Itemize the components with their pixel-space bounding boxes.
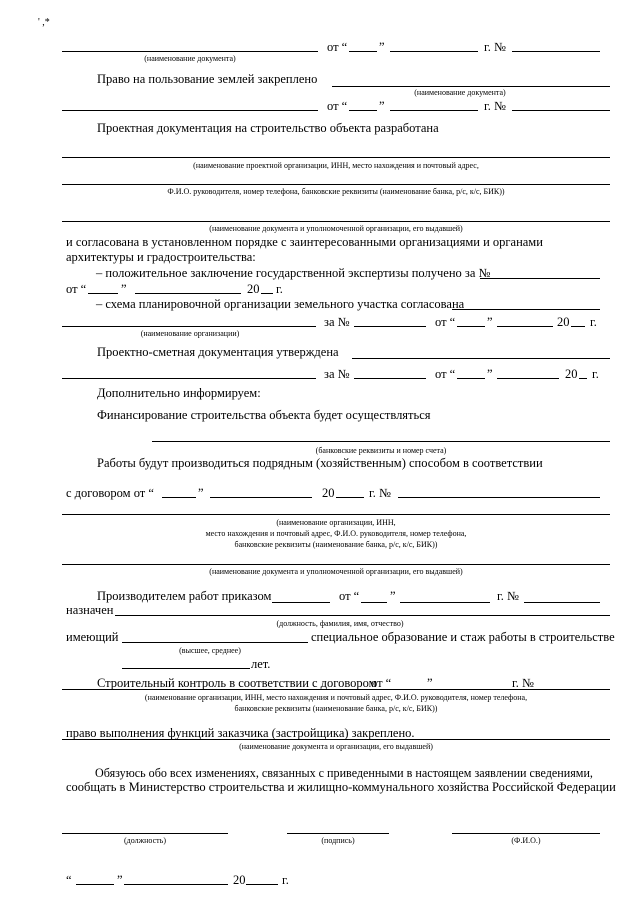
year-label: г. (592, 367, 599, 381)
org-line[interactable] (62, 326, 316, 327)
caption: банковские реквизиты (наименование банка, р/с, к/с, БИК)) (234, 704, 438, 713)
date-line[interactable] (400, 602, 490, 603)
agreement-text: архитектуры и градостроительства: (66, 250, 256, 264)
year-prefix: 20 (247, 282, 260, 296)
date-from-label: от “ (66, 282, 87, 296)
day-line[interactable] (349, 51, 377, 52)
year-label: г. (590, 315, 597, 329)
number-line[interactable] (512, 51, 600, 52)
caption: (наименование документа и организации, его выдавшей) (239, 742, 433, 751)
having-label: имеющий (66, 630, 119, 644)
year-prefix: 20 (322, 486, 335, 500)
date-from-label: от “ (371, 676, 392, 690)
number-label: за № (324, 367, 350, 381)
date-line[interactable] (390, 51, 478, 52)
caption: (наименование документа и уполномоченной организации, его выдавшей) (209, 567, 463, 576)
foreman-name-line[interactable] (115, 615, 610, 616)
quote: ” (198, 486, 204, 500)
project-doc-label: Проектная документация на строительство объекта разработана (97, 121, 439, 135)
contractor-doc-line[interactable] (62, 564, 610, 565)
land-doc-line[interactable] (332, 86, 610, 87)
estimate-line[interactable] (352, 358, 610, 359)
date-from-label: от “ (435, 367, 456, 381)
customer-doc-line[interactable] (62, 739, 610, 740)
works-method-label: Работы будут производиться подрядным (хозяйственным) способом в соответствии (97, 456, 543, 470)
date-line[interactable] (135, 293, 241, 294)
years-line[interactable] (122, 668, 250, 669)
day-line[interactable] (349, 110, 377, 111)
bank-details-line[interactable] (152, 441, 610, 442)
caption: (наименование документа и уполномоченной организации, его выдавшей) (209, 224, 463, 233)
education-line[interactable] (122, 642, 308, 643)
caption: (наименование организации, ИНН, место нахождения и почтовый адрес, Ф.И.О. руководителя, номер телефона, (144, 693, 528, 702)
estimate-label: Проектно-сметная документация утверждена (97, 345, 339, 359)
caption: (наименование проектной организации, ИНН, место нахождения и почтовый адрес, (193, 161, 479, 170)
order-line[interactable] (272, 602, 330, 603)
customer-rights-label: право выполнения функций заказчика (застройщика) закреплено. (66, 726, 415, 740)
land-doc-line-2[interactable] (62, 110, 318, 111)
years-label: лет. (251, 657, 271, 671)
quote: ” (121, 282, 127, 296)
position-caption: (должность) (124, 836, 166, 845)
doc-name-line[interactable] (62, 51, 318, 52)
quote: ” (427, 676, 433, 690)
obligation-text: сообщать в Министерство строительства и жилищно-коммунального хозяйства Российской Федерации (66, 780, 616, 794)
financing-label: Финансирование строительства объекта будет осуществляться (97, 408, 431, 422)
project-org-line-2[interactable] (62, 184, 610, 185)
scheme-label: – схема планировочной организации земельного участка согласована (96, 297, 465, 311)
day-line[interactable] (457, 326, 485, 327)
construction-control-label: Строительный контроль в соответствии с договором (97, 676, 377, 690)
year-line[interactable] (571, 326, 585, 327)
caption: (банковские реквизиты и номер счета) (315, 446, 447, 455)
day-line[interactable] (361, 602, 387, 603)
project-doc-line[interactable] (62, 221, 610, 222)
year-prefix: 20 (565, 367, 578, 381)
number-line[interactable] (524, 602, 600, 603)
date-from-label: от “ (327, 40, 348, 54)
caption: банковские реквизиты (наименование банка, р/с, к/с, БИК)) (234, 540, 438, 549)
quote: ” (487, 315, 493, 329)
signature-line[interactable] (287, 833, 389, 834)
expertise-label: – положительное заключение государственной экспертизы получено за № (96, 266, 491, 280)
full-name-caption: (Ф.И.О.) (511, 836, 541, 845)
foreman-label: Производителем работ приказом (97, 589, 272, 603)
contractor-line[interactable] (62, 514, 610, 515)
expertise-number-line[interactable] (480, 278, 600, 279)
year-line[interactable] (261, 293, 273, 294)
number-label: г. № (512, 676, 534, 690)
caption: (наименование документа) (414, 88, 506, 97)
caption: (наименование документа) (144, 54, 236, 63)
caption: (наименование организации) (140, 329, 240, 338)
experience-label: специальное образование и стаж работы в строительстве (311, 630, 615, 644)
estimate-doc-line[interactable] (62, 378, 316, 379)
additional-info-label: Дополнительно информируем: (97, 386, 261, 400)
quote: ” (379, 40, 385, 54)
signature-caption: (подпись) (321, 836, 355, 845)
quote: ” (487, 367, 493, 381)
date-from-label: от “ (327, 99, 348, 113)
date-from-label: от “ (435, 315, 456, 329)
year-prefix: 20 (233, 873, 246, 887)
day-line[interactable] (162, 497, 196, 498)
year-line[interactable] (246, 884, 278, 885)
date-line[interactable] (124, 884, 228, 885)
date-line[interactable] (390, 110, 478, 111)
quote: ” (390, 589, 396, 603)
year-label: г. (282, 873, 289, 887)
obligation-text: Обязуюсь обо всех изменениях, связанных с приведенными в настоящем заявлении сведениями, (95, 766, 593, 780)
date-line[interactable] (497, 378, 559, 379)
position-line[interactable] (62, 833, 228, 834)
project-org-line[interactable] (62, 157, 610, 158)
scheme-line[interactable] (452, 309, 600, 310)
control-line[interactable] (62, 689, 610, 690)
caption: Ф.И.О. руководителя, номер телефона, банковские реквизиты (наименование банка, р/с, к/с, БИК)) (167, 187, 505, 196)
date-line[interactable] (497, 326, 553, 327)
quote: ” (379, 99, 385, 113)
contract-from-label: с договором от “ (66, 486, 154, 500)
date-line[interactable] (210, 497, 312, 498)
quote: ” (117, 873, 123, 887)
number-label: г. № (484, 99, 506, 113)
number-line[interactable] (354, 378, 426, 379)
appointed-label: назначен (66, 603, 114, 617)
number-label: г. № (484, 40, 506, 54)
land-right-label: Право на пользование землей закреплено (97, 72, 318, 86)
number-line[interactable] (512, 110, 610, 111)
number-label: за № (324, 315, 350, 329)
contract-number-line[interactable] (398, 497, 600, 498)
day-line[interactable] (76, 884, 114, 885)
full-name-line[interactable] (452, 833, 600, 834)
year-line[interactable] (579, 378, 587, 379)
number-label: г. № (497, 589, 519, 603)
caption: место нахождения и почтовый адрес, Ф.И.О. руководителя, номер телефона, (205, 529, 467, 538)
caption: (должность, фамилия, имя, отчество) (276, 619, 404, 628)
year-prefix: 20 (557, 315, 570, 329)
caption: (наименование организации, ИНН, (276, 518, 396, 527)
number-line[interactable] (354, 326, 426, 327)
quote: “ (66, 873, 72, 887)
date-from-label: от “ (339, 589, 360, 603)
day-line[interactable] (457, 378, 485, 379)
day-line[interactable] (88, 293, 118, 294)
caption: (высшее, среднее) (179, 646, 241, 655)
number-label: г. № (369, 486, 391, 500)
agreement-text: и согласована в установленном порядке с заинтересованными организациями и органами (66, 235, 543, 249)
scan-marks: ' ,* (38, 17, 50, 28)
year-label: г. (276, 282, 283, 296)
year-line[interactable] (336, 497, 364, 498)
